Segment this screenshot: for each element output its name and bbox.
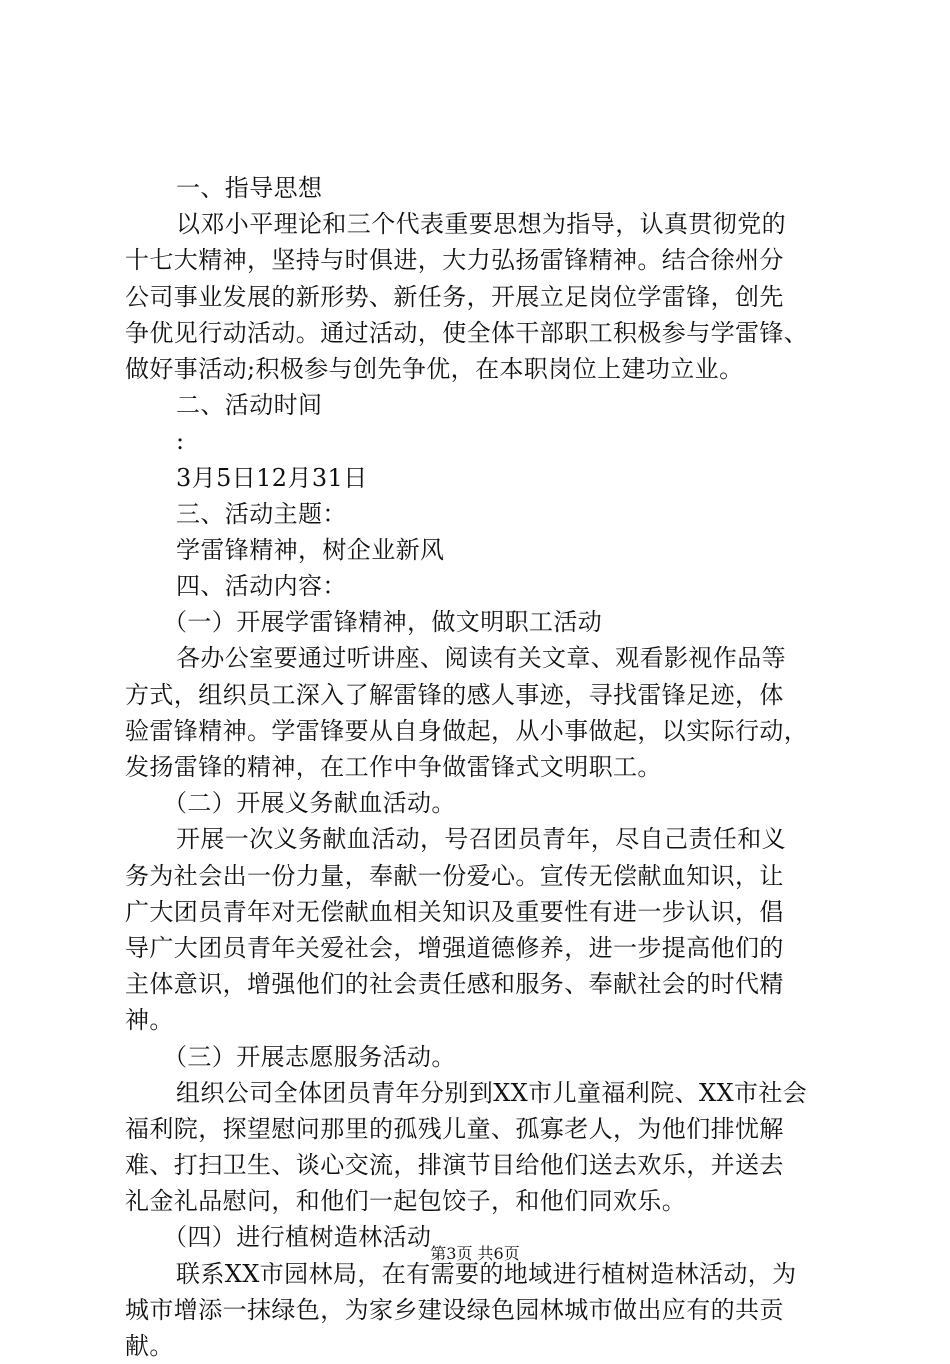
paragraph-line: 公司事业发展的新形势、新任务，开展立足岗位学雷锋，创先	[125, 282, 784, 311]
paragraph-line: 献。	[125, 1332, 174, 1360]
paragraph-line: 城市增添一抹绿色，为家乡建设绿色园林城市做出应有的共贡	[125, 1295, 784, 1324]
subheading-civilized-staff: （一）开展学雷锋精神，做文明职工活动	[163, 608, 603, 637]
document-body	[125, 170, 845, 1364]
activity-theme: 学雷锋精神，树企业新风	[176, 535, 445, 564]
paragraph-line: 十七大精神，坚持与时俱进，大力弘扬雷锋精神。结合徐州分	[125, 246, 784, 275]
heading-activity-time: 二、活动时间	[176, 391, 323, 420]
heading-guiding-ideology: 一、指导思想	[176, 174, 323, 202]
paragraph-line: 做好事活动;积极参与创先争优，在本职岗位上建功立业。	[125, 354, 744, 383]
paragraph-line: 争优见行动活动。通过活动，使全体干部职工积极参与学雷锋、	[125, 318, 809, 347]
paragraph-line: 神。	[125, 1006, 174, 1035]
paragraph-line: 务为社会出一份力量，奉献一份爱心。宣传无偿献血知识，让	[125, 861, 784, 890]
heading-activity-theme: 三、活动主题：	[176, 499, 347, 528]
paragraph-line: 难、打扫卫生、谈心交流，排演节目给他们送去欢乐，并送去	[125, 1151, 784, 1180]
paragraph-line: 以邓小平理论和三个代表重要思想为指导，认真贯彻党的	[176, 210, 786, 239]
subheading-tree-planting: （四）进行植树造林活动	[163, 1223, 432, 1252]
paragraph-line: 发扬雷锋的精神，在工作中争做雷锋式文明职工。	[125, 753, 662, 781]
subheading-volunteer-service: （三）开展志愿服务活动。	[163, 1042, 456, 1071]
paragraph-line: 广大团员青年对无偿献血相关知识及重要性有进一步认识，倡	[125, 897, 784, 926]
paragraph-line: 主体意识，增强他们的社会责任感和服务、奉献社会的时代精	[125, 970, 784, 999]
paragraph-line: 方式，组织员工深入了解雷锋的感人事迹，寻找雷锋足迹，体	[125, 680, 784, 709]
paragraph-line: 各办公室要通过听讲座、阅读有关文章、观看影视作品等	[176, 644, 786, 673]
activity-dates: 3月5日12月31日	[176, 463, 368, 492]
subheading-blood-donation: （二）开展义务献血活动。	[163, 789, 456, 818]
paragraph-line: 组织公司全体团员青年分别到XX市儿童福利院、XX市社会	[176, 1078, 808, 1107]
paragraph-line: 开展一次义务献血活动，号召团员青年，尽自己责任和义	[176, 825, 786, 854]
paragraph-line: 导广大团员青年关爱社会，增强道德修养，进一步提高他们的	[125, 933, 784, 962]
colon-line: :	[176, 427, 185, 456]
paragraph-line: 礼金礼品慰问，和他们一起包饺子，和他们同欢乐。	[125, 1187, 687, 1216]
page-number-footer: 第3页 共6页	[430, 1244, 520, 1263]
paragraph-line: 验雷锋精神。学雷锋要从自身做起，从小事做起，以实际行动，	[125, 716, 809, 745]
paragraph-line: 福利院，探望慰问那里的孤残儿童、孤寡老人，为他们排忧解	[125, 1114, 784, 1143]
paragraph-line: 联系XX市园林局，在有需要的地域进行植树造林活动，为	[176, 1259, 797, 1288]
heading-activity-content: 四、活动内容：	[176, 572, 347, 601]
